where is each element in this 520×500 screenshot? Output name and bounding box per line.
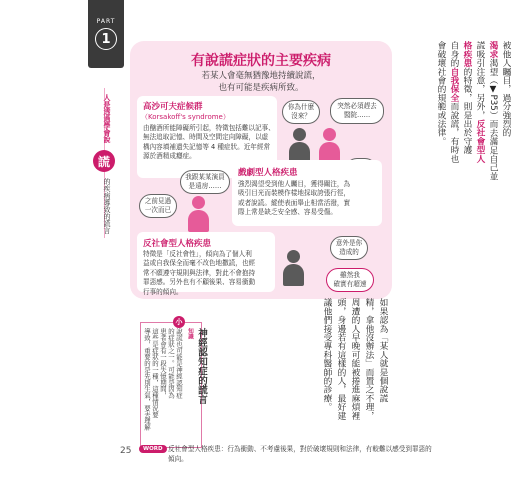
korsakoff-body: [143, 124, 275, 162]
side-after-circle: 的: [103, 178, 111, 185]
body-line: 益或自我保全而毫不改色地撒謊，也經: [143, 259, 256, 268]
speech-bubble: [330, 236, 368, 260]
body-line: 或者說謊。縱使表面舉止相當活潑，實: [238, 198, 351, 207]
body-line: 際上常是缺乏安全感、容易受傷。: [238, 208, 337, 217]
body-line: 構內容填補遺失記憶等 4 種症狀。近年經常: [143, 142, 271, 151]
side-label-top: 人是透過學會說: [103, 94, 111, 143]
knowledge-line: 說謊也可能是神經認知症: [175, 328, 183, 399]
panel-subtitle-line: 若某人會毫無猶豫地持續說謊，: [201, 71, 321, 81]
body-line: 行事的傾向。: [143, 287, 183, 296]
knowledge-body: [143, 328, 183, 440]
page-number: 25: [120, 446, 132, 456]
person-head-icon: [323, 128, 336, 141]
knowledge-label: 知識: [187, 328, 193, 339]
side-label-bottom: [99, 178, 111, 234]
person-body-icon: [283, 264, 304, 286]
knowledge-badge: 小: [173, 316, 185, 328]
speech-bubble: [282, 100, 320, 124]
body-line: 無法追取記憶、時間及空間定向障礙，以虛: [143, 133, 269, 142]
histrionic-title: 戲劇型人格疾患: [238, 168, 298, 178]
bubble-line: 之前見過: [144, 197, 172, 206]
bubble-line: 造成的: [339, 248, 359, 256]
body-line: 源於酒精成癮症。: [143, 152, 196, 161]
text-column: 會破壞社會的規範或法律。: [436, 41, 446, 146]
korsakoff-subtitle: （Korsakoff's syndrome）: [141, 113, 230, 121]
body-line: 罪惡感。另外也有不顧後果、容易衝動: [143, 278, 256, 287]
body-line: 特徵是「反社會性」，傾向為了個人利: [143, 250, 252, 258]
text-column: 謊吸引注意，另外，反社會型人: [475, 41, 485, 163]
person-head-icon: [192, 196, 205, 209]
bubble-line: 一次而已: [144, 206, 172, 214]
bubble-line: 醫院……: [343, 111, 371, 119]
body-line: 常不願遵守規則與法律，對此不會抱持: [143, 268, 256, 277]
text-column: 頭，身邊若有這樣的人，最好建: [336, 298, 346, 420]
panel-subtitle: [130, 70, 392, 94]
body-line: 由酗酒所能障礙所引起，特徵包括難以記事、: [143, 124, 275, 132]
speech-bubble: [139, 194, 177, 218]
panel-subtitle-line: 也有可能是疾病所致。: [218, 83, 304, 93]
person-head-icon: [287, 250, 300, 263]
text-column: 如果認為「某人就是個說謊: [378, 298, 388, 403]
footer-line: 反社會型人格疾患：行為衝動、不考慮後果，對於破壞規則和法律，有較難以感受到罪惡的: [168, 445, 432, 453]
knowledge-line: 導致，重要的是先別生氣，要去理解: [143, 328, 151, 431]
bubble-line: 突然必須趕去: [337, 102, 377, 111]
part-number: 1: [95, 28, 117, 50]
knowledge-title: 神經認知症的謊言: [196, 328, 207, 404]
lower-vertical-text: [205, 298, 389, 434]
person-body-icon: [188, 210, 209, 232]
speech-bubble: [330, 98, 384, 124]
text-column: 議他們接受專科醫師的診療。: [322, 298, 332, 412]
part-tab: [88, 0, 124, 68]
histrionic-body: [238, 180, 350, 218]
bubble-line: 意外是你: [335, 239, 363, 248]
bubble-line: 你為什麼: [287, 103, 315, 112]
korsakoff-title: 高沙可夫症候群: [143, 102, 203, 112]
knowledge-line: 患者會有一段失憶期間，: [159, 328, 167, 399]
text-column: 被他人矚目，過分強烈的: [501, 41, 511, 137]
bubble-line: 沒來？: [291, 112, 311, 120]
side-circle-badge: 謊: [93, 150, 115, 172]
knowledge-line: 的症狀之一。可能是因為: [167, 328, 175, 399]
text-column: 精，拿他沒辦法」而置之不理，: [364, 298, 374, 420]
text-column: 周遭的人早晚可能被捲進麻煩裡: [350, 298, 360, 420]
speech-bubble: [180, 170, 230, 194]
text-column: 渴求渴望（▼P35）而去滿足自己並: [488, 41, 498, 181]
person-head-icon: [293, 128, 306, 141]
word-badge: WORD: [139, 445, 167, 453]
bubble-line: 我跟某某演員: [185, 173, 225, 182]
speech-bubble: [326, 268, 374, 292]
part-label: PART: [96, 18, 116, 25]
antisocial-title: 反社會型人格疾患: [143, 239, 212, 249]
body-line: 強烈渴望受到他人矚目，獲得關注，為: [238, 180, 351, 188]
bubble-line: 確實有超速: [333, 280, 367, 288]
antisocial-body: [143, 250, 255, 297]
panel-title: 有說謊症狀的主要疾病: [191, 53, 331, 69]
side-bottom-text: 疾病導致的謊言: [103, 185, 111, 234]
main-vertical-text: [398, 41, 512, 437]
knowledge-line: 這些是症狀的一種，這種情況要: [151, 328, 159, 418]
text-column: 自身的自我保全而說謊，有時也: [449, 41, 459, 163]
bubble-line: 雖然我: [340, 271, 360, 280]
footer-note: [168, 444, 508, 464]
bubble-line: 是遠房……: [188, 182, 222, 190]
footer-line: 傾向。: [168, 455, 188, 463]
text-column: 格疾患的特徵，則是出於守護: [462, 41, 472, 155]
body-line: 吸引目光而裝模作樣地採取誇張行徑，: [238, 189, 351, 198]
